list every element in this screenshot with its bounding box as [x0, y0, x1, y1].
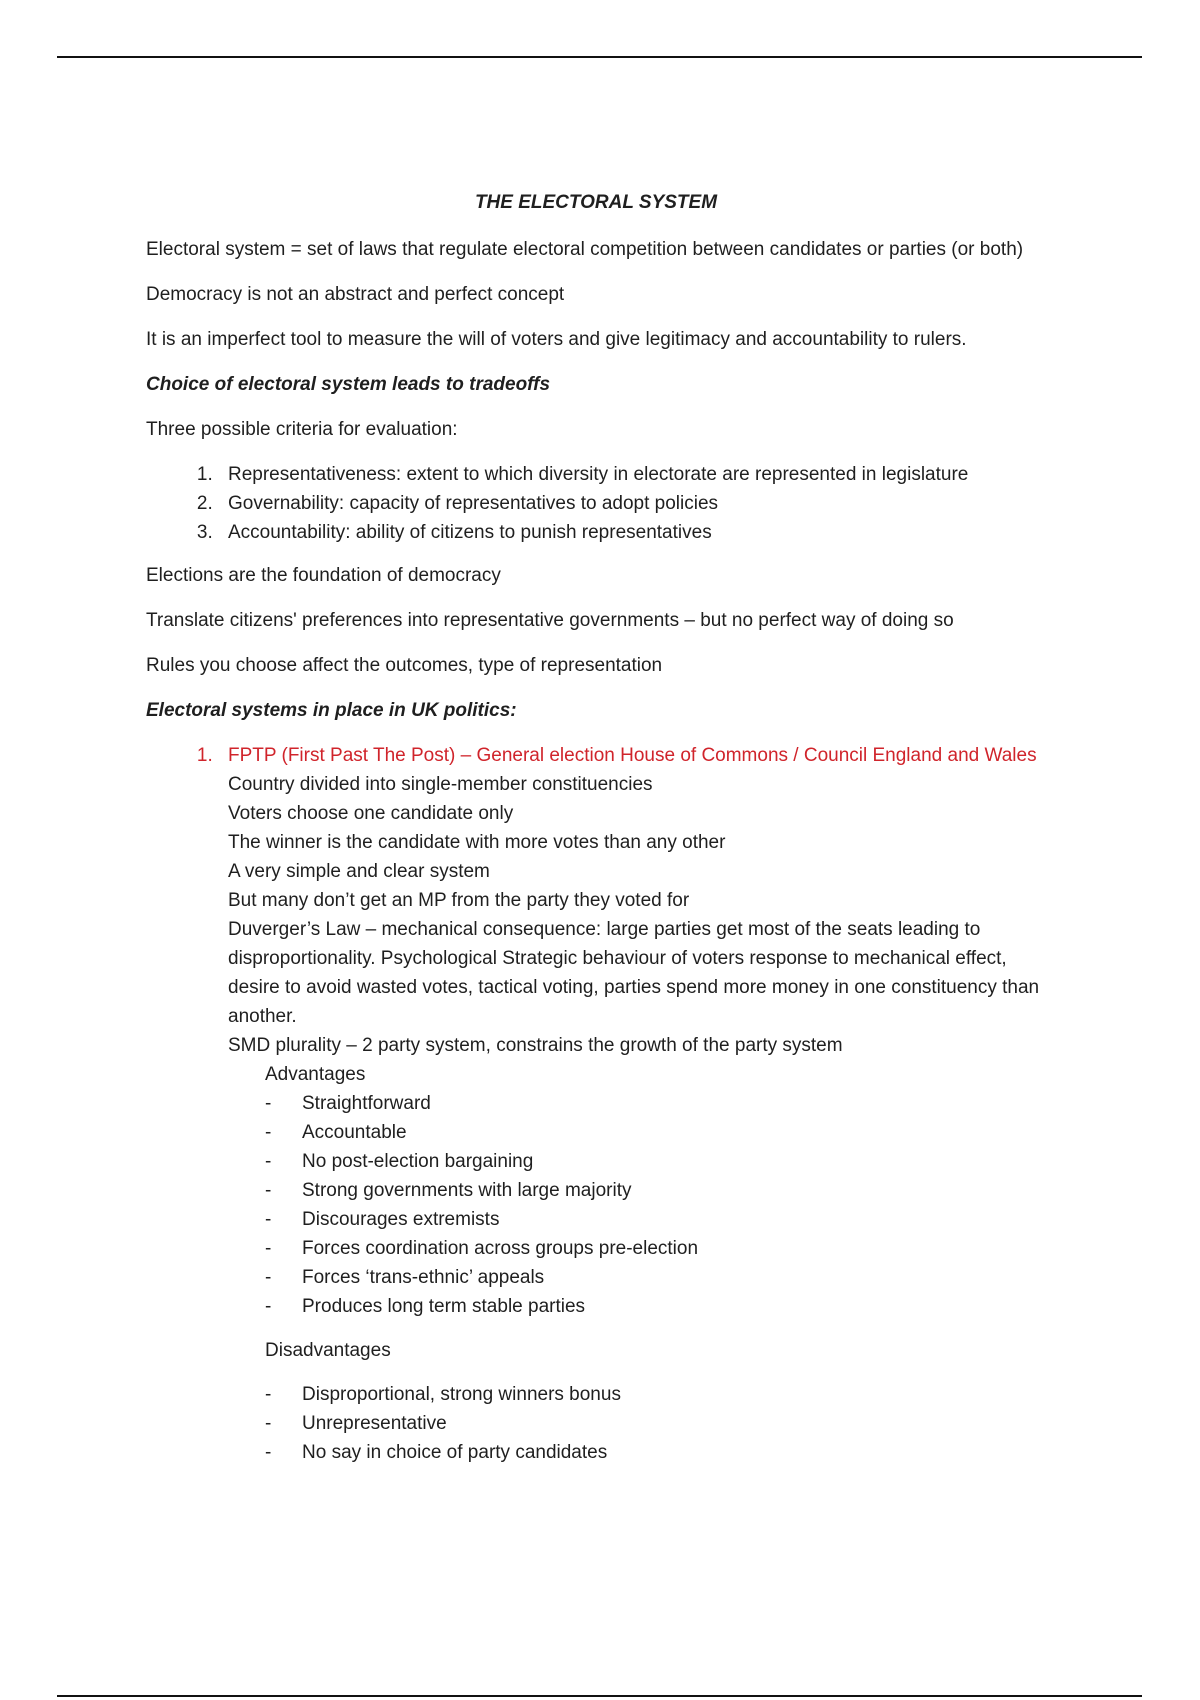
disadvantage-item: - Disproportional, strong winners bonus: [265, 1380, 1046, 1409]
duvergers-law-text: Duverger’s Law – mechanical consequence: large parties get most of the seats leading to disproportionality. Psychological Strategic behaviour of voters response to mechanical effect, desire to avoid wasted votes, tactical voting, parties spend more money in one constituency than another.: [228, 919, 1040, 1027]
uk-systems-heading: Electoral systems in place in UK politics:: [146, 700, 517, 721]
advantage-item: - Forces ‘trans-ethnic’ appeals: [265, 1263, 1046, 1292]
criteria-item: 1. Representativeness: extent to which diversity in electorate are represented in legislature: [218, 460, 1046, 489]
advantage-item: - Discourages extremists: [265, 1205, 1046, 1234]
elections-paragraph-1: Elections are the foundation of democracy: [146, 565, 501, 586]
criteria-intro: Three possible criteria for evaluation:: [146, 419, 458, 440]
fptp-line: Country divided into single-member constituencies: [228, 774, 653, 795]
uk-systems-list: [146, 741, 1046, 1467]
intro-paragraph-2: Democracy is not an abstract and perfect concept: [146, 284, 565, 305]
criteria-item: 2. Governability: capacity of representatives to adopt policies: [218, 489, 1046, 518]
footer-rule: [57, 1695, 1142, 1697]
disadvantage-item: - Unrepresentative: [265, 1409, 1046, 1438]
document-body: [146, 192, 1046, 1467]
tradeoffs-heading: Choice of electoral system leads to tradeoffs: [146, 374, 551, 395]
advantage-item: - Forces coordination across groups pre-election: [265, 1234, 1046, 1263]
elections-paragraph-2: Translate citizens' preferences into representative governments – but no perfect way of doing so: [146, 610, 954, 631]
criteria-item: 3. Accountability: ability of citizens to punish representatives: [218, 518, 1046, 547]
advantages-label: Advantages: [265, 1064, 366, 1085]
advantage-item: - No post-election bargaining: [265, 1147, 1046, 1176]
disadvantages-list: [228, 1380, 1046, 1467]
intro-paragraph-1: Electoral system = set of laws that regulate electoral competition between candidates or parties (or both): [146, 239, 1024, 260]
advantage-item: - Straightforward: [265, 1089, 1046, 1118]
fptp-heading: 1. FPTP (First Past The Post) – General election House of Commons / Council England and Wales: [228, 745, 1037, 766]
fptp-section: [218, 741, 1046, 1467]
fptp-line: But many don’t get an MP from the party they voted for: [228, 890, 690, 911]
header-rule: [57, 56, 1142, 58]
elections-paragraph-3: Rules you choose affect the outcomes, type of representation: [146, 655, 663, 676]
intro-paragraph-3: It is an imperfect tool to measure the will of voters and give legitimacy and accountability to rulers.: [146, 329, 967, 350]
fptp-line: The winner is the candidate with more votes than any other: [228, 832, 726, 853]
advantage-item: - Produces long term stable parties: [265, 1292, 1046, 1321]
criteria-list: [146, 460, 1046, 547]
fptp-line: A very simple and clear system: [228, 861, 490, 882]
advantage-item: - Strong governments with large majority: [265, 1176, 1046, 1205]
fptp-line: SMD plurality – 2 party system, constrains the growth of the party system: [228, 1035, 843, 1056]
disadvantage-item: - No say in choice of party candidates: [265, 1438, 1046, 1467]
fptp-line: Voters choose one candidate only: [228, 803, 514, 824]
advantages-list: [228, 1089, 1046, 1321]
advantage-item: - Accountable: [265, 1118, 1046, 1147]
disadvantages-label: Disadvantages: [265, 1340, 391, 1361]
page-title: THE ELECTORAL SYSTEM: [474, 192, 718, 213]
